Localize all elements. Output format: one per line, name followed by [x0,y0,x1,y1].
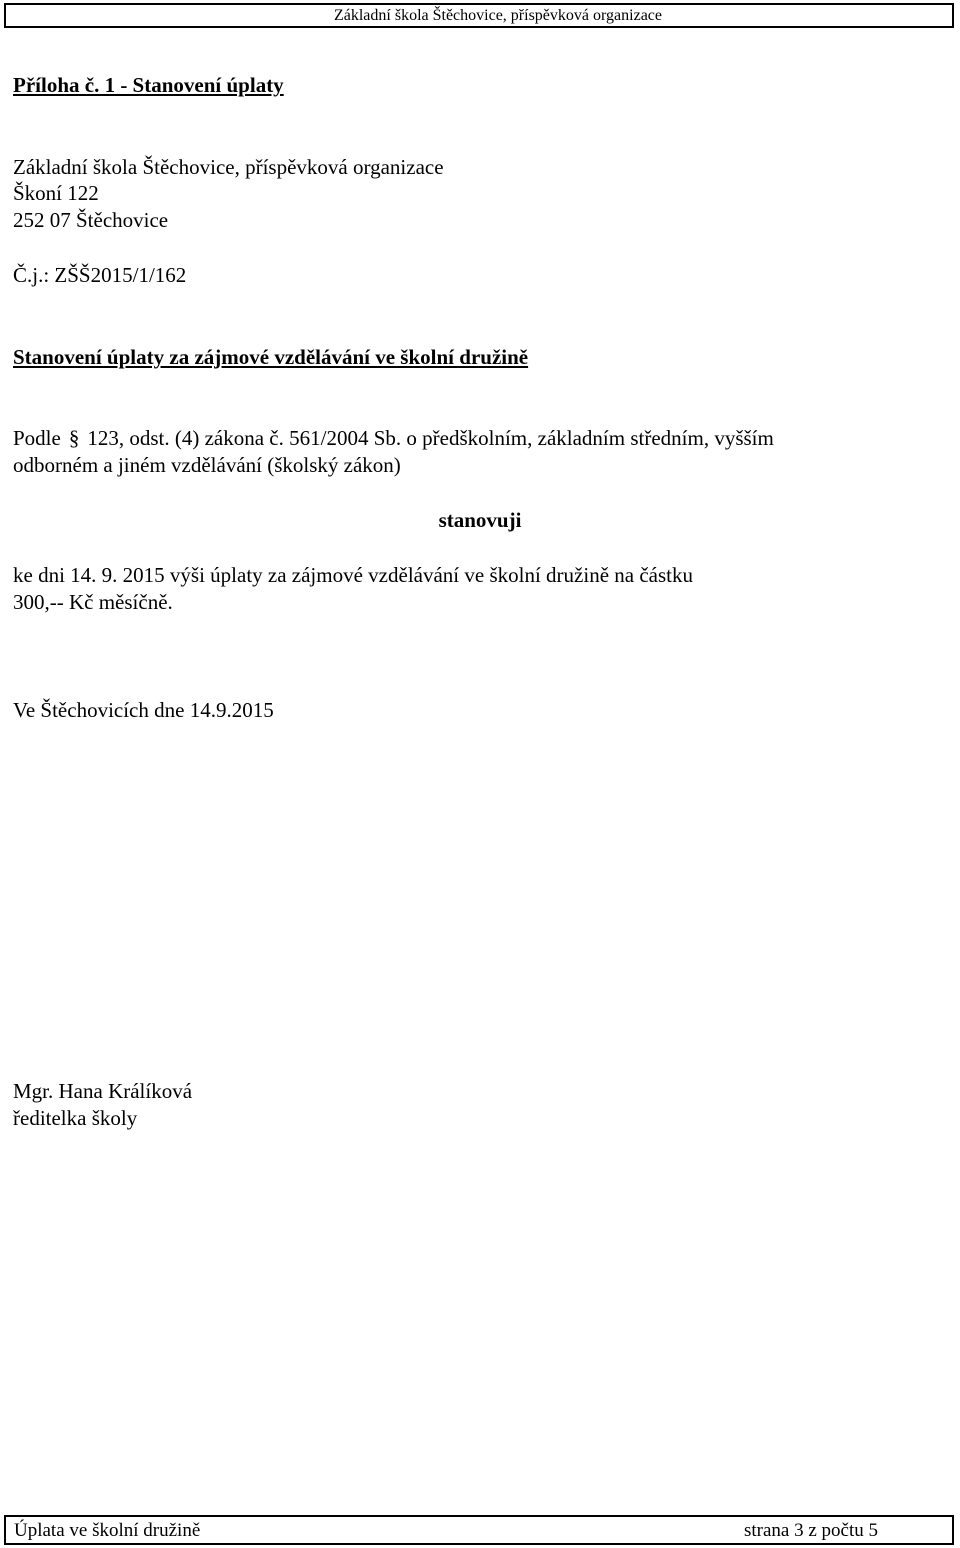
address-school-name: Základní škola Štěchovice, příspěvková organizace [13,155,444,179]
attachment-title: Příloha č. 1 - Stanovení úplaty [13,73,284,97]
reference-number: Č.j.: ZŠŠ2015/1/162 [13,263,187,287]
footer-page-number: strana 3 z počtu 5 [743,1520,878,1541]
page-footer [4,1515,954,1545]
page-header [4,3,954,28]
document-subject: Stanovení úplaty za zájmové vzdělávání ve školní družině [13,345,529,369]
decision-line-1: ke dni 14. 9. 2015 výši úplaty za zájmové vzdělávání ve školní družině na částku [13,563,693,587]
address-street: Škoní 122 [13,181,99,205]
legal-basis-line-2: odborném a jiném vzdělávání (školský zákon) [13,453,401,477]
legal-basis-text: 123, odst. (4) zákona č. 561/2004 Sb. o předškolním, základním středním, vyšším [87,426,774,450]
address-city: 252 07 Štěchovice [13,208,169,232]
signatory-name: Mgr. Hana Králíková [13,1079,193,1103]
footer-document-name: Úplata ve školní družině [14,1520,201,1541]
signatory-role: ředitelka školy [13,1106,138,1130]
legal-basis-prefix: Podle [13,426,61,450]
decision-line-2: 300,-- Kč měsíčně. [13,590,173,614]
header-organization: Základní škola Štěchovice, příspěvková organizace [333,7,662,24]
place-and-date: Ve Štěchovicích dne 14.9.2015 [13,698,274,722]
decree-word: stanovuji [438,508,522,532]
legal-basis-line-1 [13,425,774,451]
section-symbol: § [68,426,80,450]
